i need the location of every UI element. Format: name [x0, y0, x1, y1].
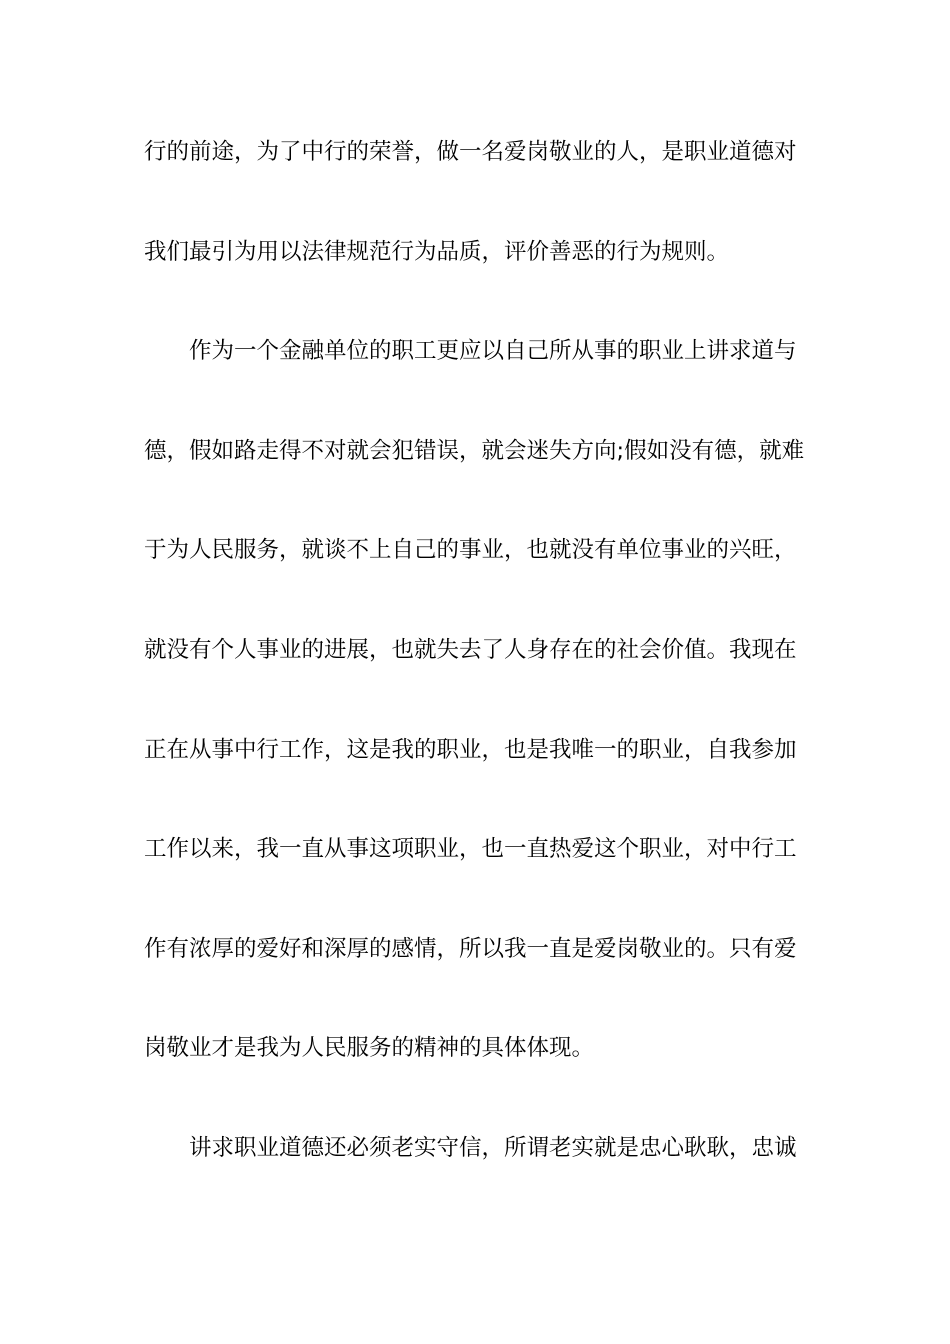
- text-line: 于为人民服务，就谈不上自己的事业，也就没有单位事业的兴旺，: [144, 537, 797, 564]
- text-line: 德，假如路走得不对就会犯错误，就会迷失方向;假如没有德，就难: [144, 437, 805, 464]
- text-line-paragraph-start: 讲求职业道德还必须老实守信，所谓老实就是忠心耿耿，忠诚: [189, 1134, 797, 1161]
- text-line: 正在从事中行工作，这是我的职业，也是我唯一的职业，自我参加: [144, 736, 797, 763]
- text-line: 我们最引为用以法律规范行为品质，评价善恶的行为规则。: [144, 238, 730, 265]
- body-text: [144, 127, 814, 1223]
- text-line: 行的前途，为了中行的荣誉，做一名爱岗敬业的人，是职业道德对: [144, 139, 797, 165]
- text-line: 工作以来，我一直从事这项职业，也一直热爱这个职业，对中行工: [144, 836, 797, 863]
- text-line: 就没有个人事业的进展，也就失去了人身存在的社会价值。我现在: [144, 636, 797, 663]
- text-line: 作有浓厚的爱好和深厚的感情，所以我一直是爱岗敬业的。只有爱: [144, 935, 797, 962]
- text-line-paragraph-start: 作为一个金融单位的职工更应以自己所从事的职业上讲求道与: [189, 338, 797, 365]
- text-line: 岗敬业才是我为人民服务的精神的具体体现。: [144, 1035, 595, 1062]
